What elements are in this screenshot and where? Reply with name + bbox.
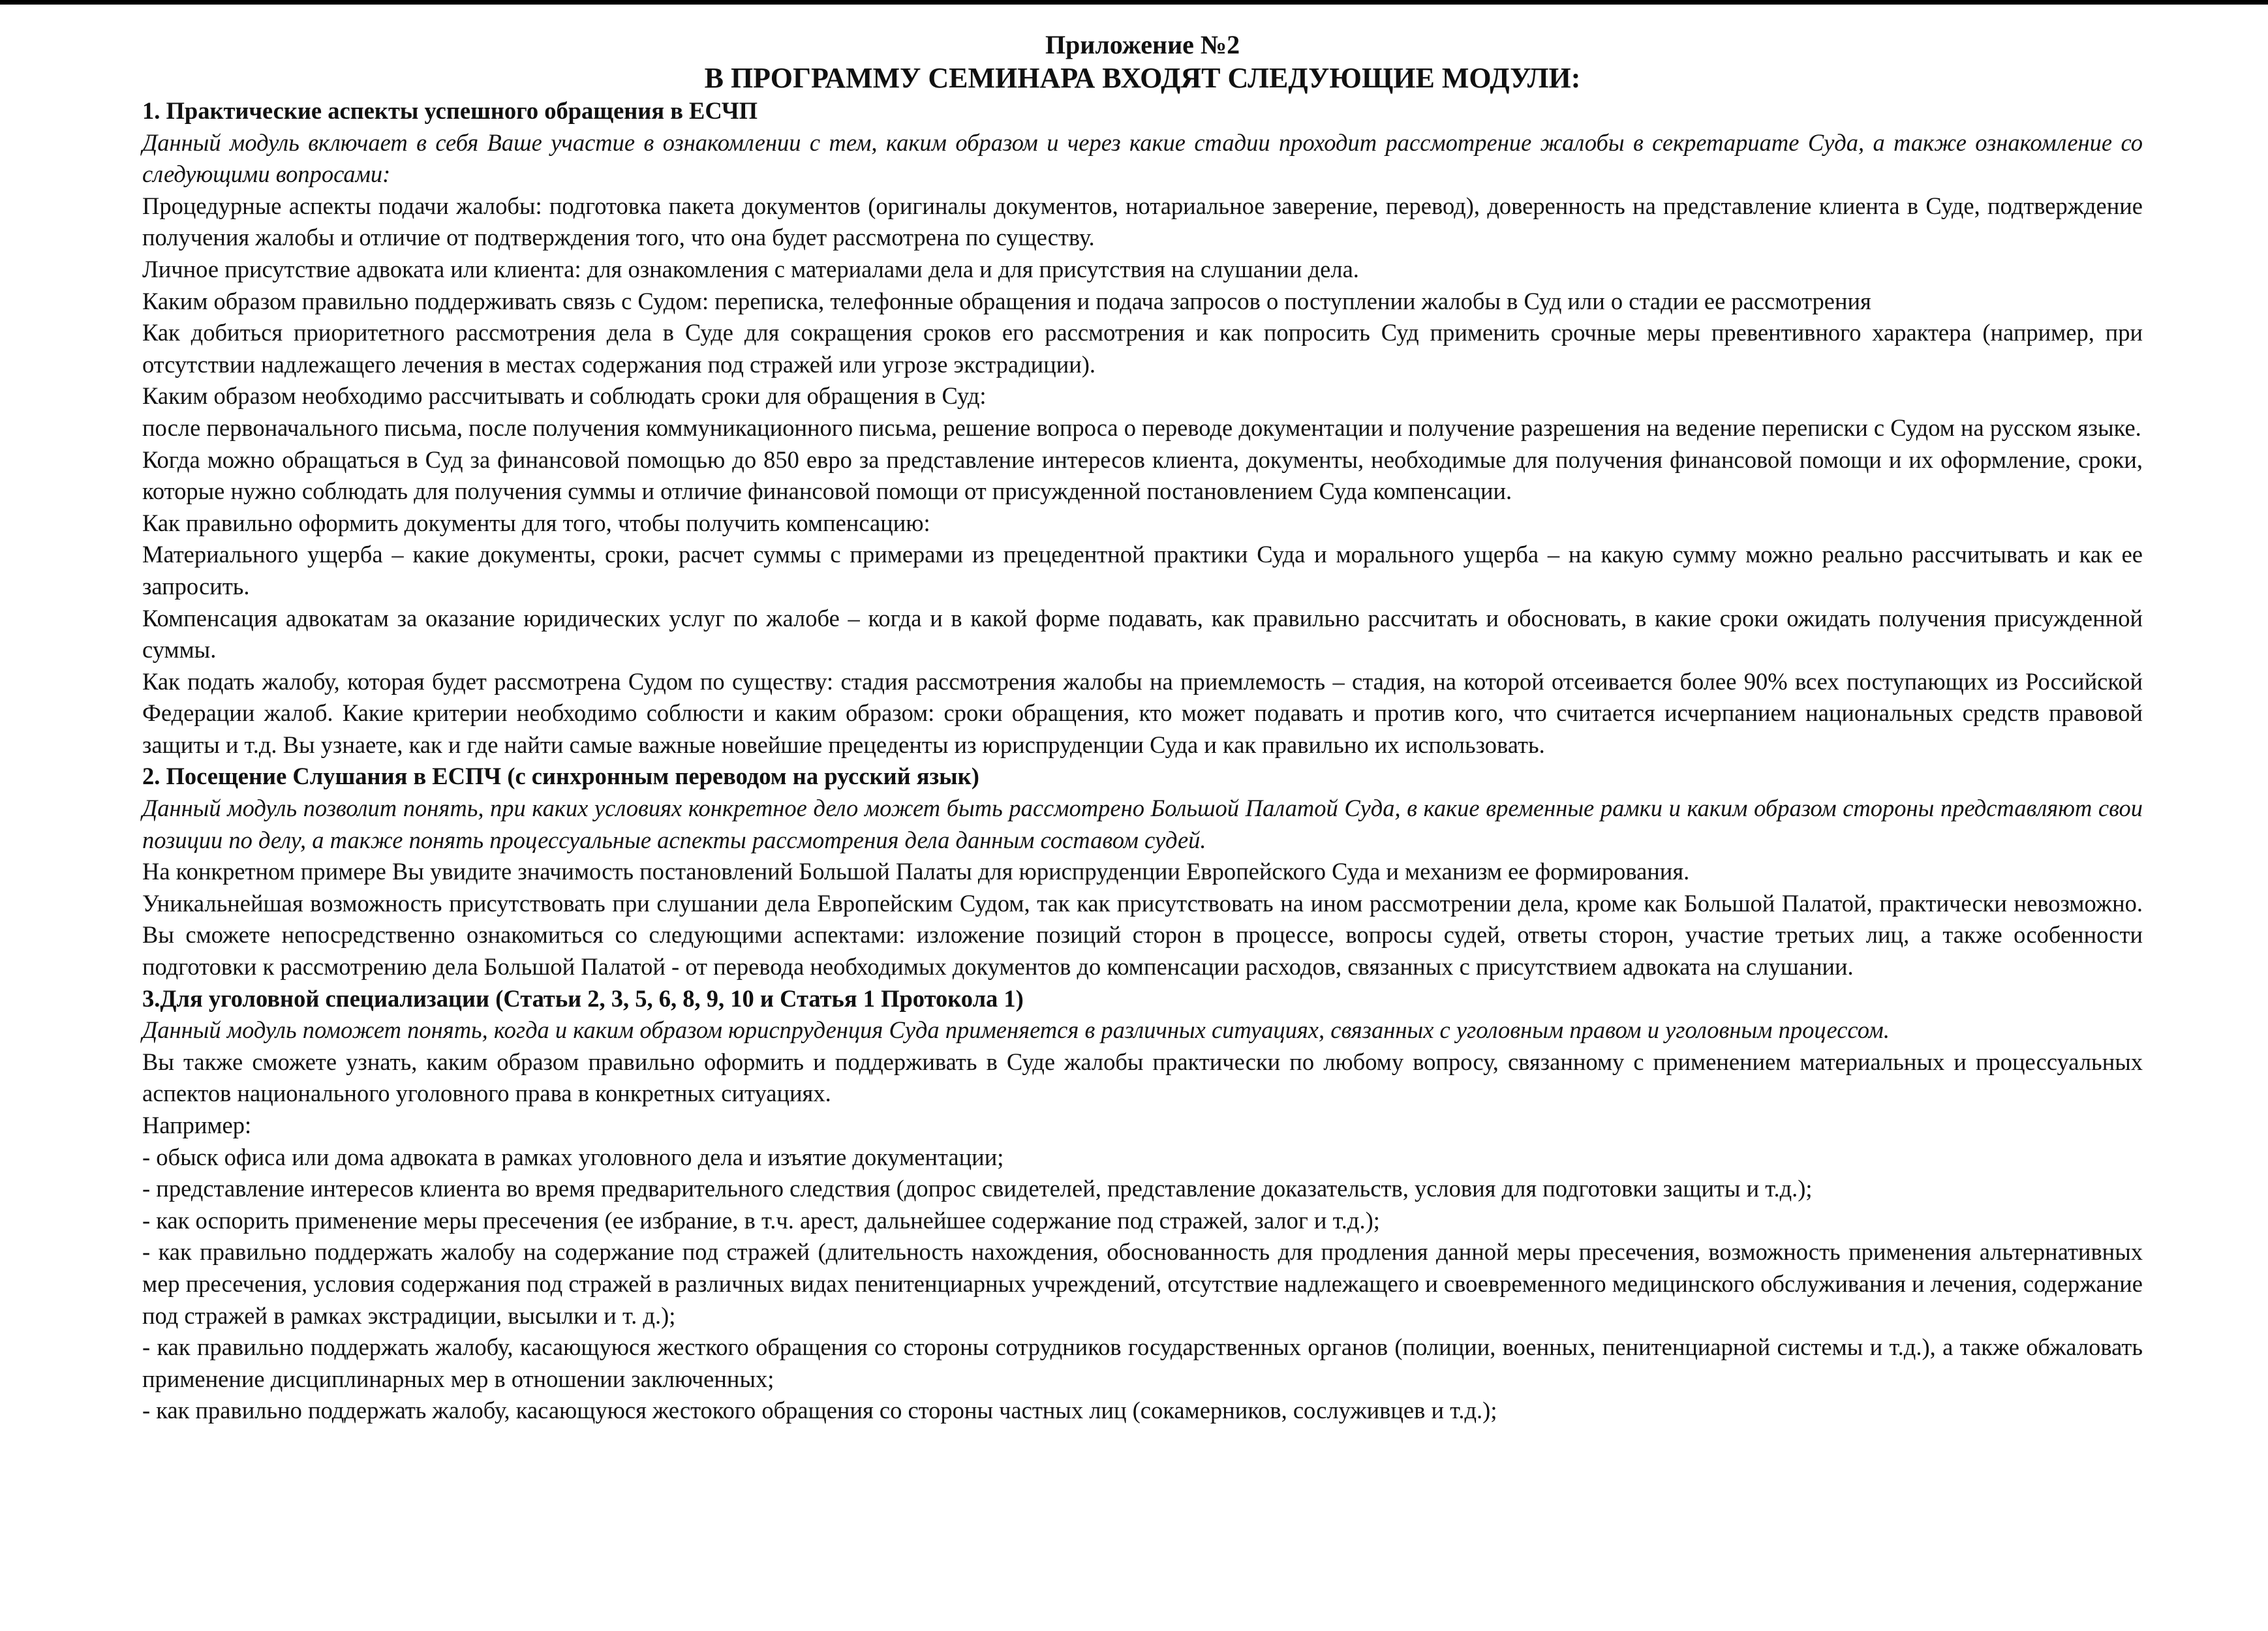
paragraph: после первоначального письма, после получения коммуникационного письма, решение вопроса о переводе документации и получение разрешения на ведение переписки с Судом на русском языке. <box>142 414 2141 441</box>
paragraph: Как подать жалобу, которая будет рассмотрена Судом по существу: стадия рассмотрения жалобы на приемлемость – стадия, на которой отсеивается более 90% всех поступающих из Российской Федерации жалоб. Какие критерии необходимо соблюсти и каким образом: сроки обращения, кто может подавать и против кого, что считается исчерпанием национальных средств правовой защиты и т.д. Вы узнаете, как и где найти самые важные новейшие прецеденты из юриспруденции Суда и как правильно их использовать. <box>142 667 2143 758</box>
document-title: В ПРОГРАММУ СЕМИНАРА ВХОДЯТ СЛЕДУЮЩИЕ МОДУЛИ: <box>704 62 1581 94</box>
list-item: - как правильно поддержать жалобу на содержание под стражей (длительность нахождения, обоснованность для продления данной меры пресечения, возможность применения альтернативных мер пресечения, условия содержания под стражей в различных видах пенитенциарных учреждений, отсутствие надлежащего и своевременного медицинского обслуживания и лечения, содержание под стражей в рамках экстрадиции, высылки и т. д.); <box>142 1238 2143 1329</box>
paragraph: Уникальнейшая возможность присутствовать при слушании дела Европейским Судом, так как присутствовать на ином рассмотрении дела, кроме как Большой Палатой, практически невозможно. Вы сможете непосредственно ознакомиться со следующими аспектами: изложение позиций сторон в процессе, вопросы судей, ответы сторон, участие третьих лиц, а также особенности подготовки к рассмотрению дела Большой Палатой - от перевода необходимых документов до компенсации расходов, связанных с присутствием адвоката на слушании. <box>142 889 2143 981</box>
module-title: 3.Для уголовной специализации (Статьи 2, 3, 5, 6, 8, 9, 10 и Статья 1 Протокола 1) <box>142 984 1024 1012</box>
module-intro: Данный модуль включает в себя Ваше участие в ознакомлении с тем, каким образом и через какие стадии проходит рассмотрение жалобы в секретариате Суда, а также ознакомление со следующими вопросами: <box>142 129 2143 188</box>
paragraph: Компенсация адвокатам за оказание юридических услуг по жалобе – когда и в какой форме подавать, как правильно рассчитать и обосновать, в какие сроки ожидать получения присужденной суммы. <box>142 604 2143 663</box>
paragraph: Каким образом правильно поддерживать связь с Судом: переписка, телефонные обращения и подача запросов о поступлении жалобы в Суд или о стадии ее рассмотрения <box>142 287 1871 314</box>
paragraph: На конкретном примере Вы увидите значимость постановлений Большой Палаты для юриспруденции Европейского Суда и механизм ее формирования. <box>142 858 1690 885</box>
paragraph: Как добиться приоритетного рассмотрения дела в Суде для сокращения сроков его рассмотрения и как попросить Суд применить срочные меры превентивного характера (например, при отсутствии надлежащего лечения в местах содержания под стражей или угрозе экстрадиции). <box>142 319 2143 378</box>
module-1 <box>142 95 2143 761</box>
module-2 <box>142 761 2143 983</box>
appendix-label: Приложение №2 <box>1045 30 1240 59</box>
scan-top-border <box>0 0 2268 5</box>
document-body <box>142 29 2143 1427</box>
list-item: - как правильно поддержать жалобу, касающуюся жесткого обращения со стороны сотрудников государственных органов (полиции, военных, пенитенциарной системы и т.д.), а также обжаловать применение дисциплинарных мер в отношении заключенных; <box>142 1334 2143 1392</box>
paragraph: Вы также сможете узнать, каким образом правильно оформить и поддерживать в Суде жалобы практически по любому вопросу, связанному с применением материальных и процессуальных аспектов национального уголовного права в конкретных ситуациях. <box>142 1048 2143 1107</box>
paragraph: Когда можно обращаться в Суд за финансовой помощью до 850 евро за представление интересов клиента, документы, необходимые для получения финансовой помощи и их оформление, сроки, которые нужно соблюдать для получения суммы и отличие финансовой помощи от присужденной постановлением Суда компенсации. <box>142 446 2143 505</box>
list-item: - обыск офиса или дома адвоката в рамках уголовного дела и изъятие документации; <box>142 1143 1004 1170</box>
paragraph: Каким образом необходимо рассчитывать и соблюдать сроки для обращения в Суд: <box>142 382 987 410</box>
module-intro: Данный модуль позволит понять, при каких условиях конкретное дело может быть рассмотрено Большой Палатой Суда, в какие временные рамки и каким образом стороны представляют свои позиции по делу, а также понять процессуальные аспекты рассмотрения дела данным составом судей. <box>142 795 2143 853</box>
paragraph: Материального ущерба – какие документы, сроки, расчет суммы с примерами из прецедентной практики Суда и морального ущерба – на какую сумму можно реально рассчитывать и как ее запросить. <box>142 541 2143 600</box>
paragraph: Личное присутствие адвоката или клиента: для ознакомления с материалами дела и для присутствия на слушании дела. <box>142 255 1359 282</box>
paragraph: Как правильно оформить документы для того, чтобы получить компенсацию: <box>142 509 930 536</box>
list-item: - как оспорить применение меры пресечения (ее избрание, в т.ч. арест, дальнейшее содержание под стражей, залог и т.д.); <box>142 1206 1380 1234</box>
paragraph: Например: <box>142 1112 252 1138</box>
module-title: 1. Практические аспекты успешного обращения в ЕСЧП <box>142 97 758 124</box>
module-3 <box>142 983 2143 1427</box>
module-intro: Данный модуль поможет понять, когда и каким образом юриспруденция Суда применяется в различных ситуациях, связанных с уголовным правом и уголовным процессом. <box>142 1016 1890 1044</box>
list-item: - представление интересов клиента во время предварительного следствия (допрос свидетелей, представление доказательств, условия для подготовки защиты и т.д.); <box>142 1175 1813 1202</box>
module-title: 2. Посещение Слушания в ЕСПЧ (с синхронным переводом на русский язык) <box>142 763 979 790</box>
list-item: - как правильно поддержать жалобу, касающуюся жестокого обращения со стороны частных лиц (сокамерников, сослуживцев и т.д.); <box>142 1397 1497 1424</box>
paragraph: Процедурные аспекты подачи жалобы: подготовка пакета документов (оригиналы документов, нотариальное заверение, перевод), доверенность на представление клиента в Суде, подтверждение получения жалобы и отличие от подтверждения того, что она будет рассмотрена по существу. <box>142 192 2143 251</box>
